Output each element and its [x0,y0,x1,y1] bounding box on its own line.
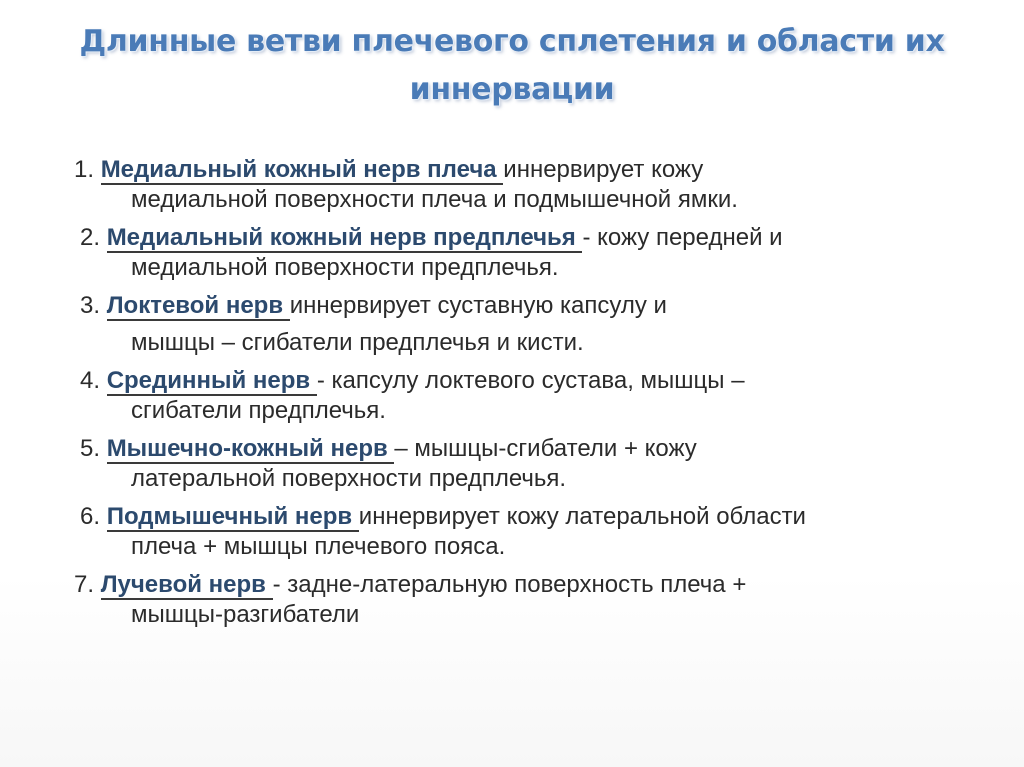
item-description: - капсулу локтевого сустава, мышцы – [316,367,745,394]
nerve-name: Подмышечный нерв [106,503,359,530]
slide-title-line-2: иннервации [409,72,615,107]
item-continuation: плеча + мышцы плечевого пояса. [131,533,506,560]
item-description: – мышцы-сгибатели + кожу [394,435,697,462]
item-continuation: латеральной поверхности предплечья. [131,465,567,492]
item-continuation: медиальной поверхности плеча и подмышечной ямки. [131,186,738,213]
item-description: иннервирует суставную капсулу и [289,292,667,319]
item-number: 2. [80,224,107,251]
nerve-name: Медиальный кожный нерв плеча [100,156,504,183]
nerve-name: Локтевой нерв [106,292,290,319]
item-description: иннервирует кожу [503,156,704,183]
nerve-name: Мышечно-кожный нерв [106,435,395,462]
item-description: - задне-латеральную поверхность плеча + [272,571,747,598]
item-number: 6. [80,503,107,530]
list-item [80,291,667,321]
list-item [80,223,783,253]
nerve-name: Срединный нерв [106,367,317,394]
item-number: 4. [80,367,107,394]
list-item [74,570,746,600]
item-number: 1. [74,156,101,183]
nerve-name: Медиальный кожный нерв предплечья [106,224,583,251]
list-item [80,502,806,532]
item-continuation: сгибатели предплечья. [131,397,386,424]
item-continuation: медиальной поверхности предплечья. [131,254,559,281]
slide-title-line-1: Длинные ветви плечевого сплетения и области их [79,24,945,59]
item-number: 3. [80,292,107,319]
list-item [74,155,703,185]
nerve-name: Лучевой нерв [100,571,273,598]
item-continuation: мышцы – сгибатели предплечья и кисти. [131,329,584,356]
item-number: 7. [74,571,101,598]
list-item [80,434,697,464]
item-continuation: мышцы-разгибатели [131,601,360,628]
item-description: - кожу передней и [582,224,783,251]
list-item [80,366,745,396]
item-description: иннервирует кожу латеральной области [358,503,806,530]
item-number: 5. [80,435,107,462]
